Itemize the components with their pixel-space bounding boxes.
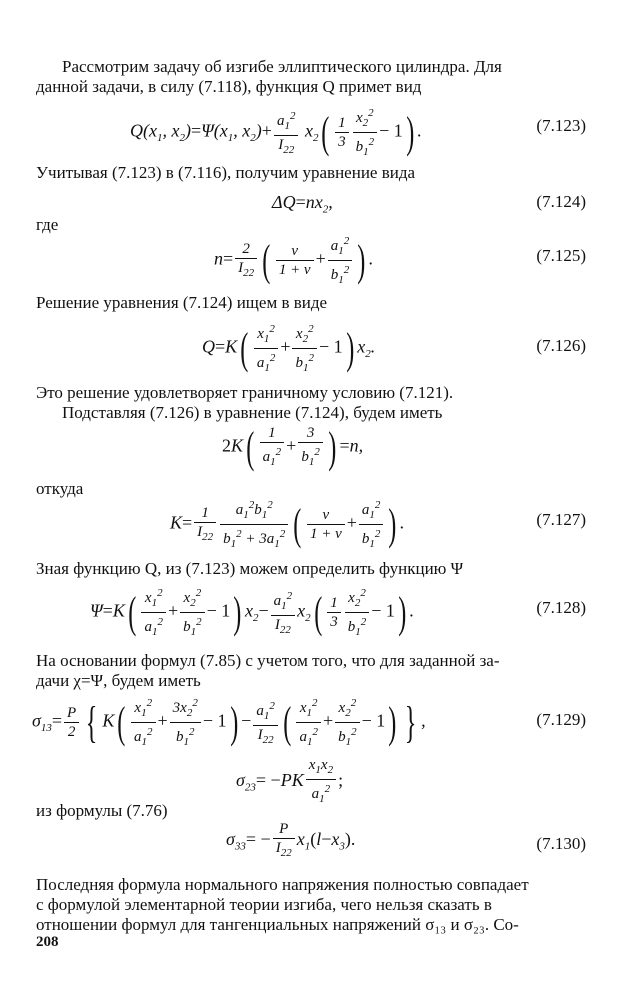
equation-number: (7.125): [536, 246, 586, 265]
equation-7-127: K= $\frac{1}{I_{22}}$ $\frac{a_1^2b_1^2}{b_1^2 + 3a_1^2}$ ( $\frac{\nu}{1 + \nu}$ + $\frac{a_1^2}{b_1^2}$ ) .: [170, 496, 405, 553]
paragraph-line: Подставляя (7.126) в уравнение (7.124), будем иметь: [62, 403, 443, 422]
equation-7-130: $\sigma_{33}=$ − $\frac{P}{I_{22}}$ $x_1(l-x_3)$.: [226, 821, 356, 859]
equation-7-124: $\Delta Q=nx_2$,: [272, 192, 333, 216]
equation-7-123: $Q(x_1$, $x_2)=\Psi(x_1$, $x_2)+$ $\frac{a_1^2}{I_{22}}$ $x_2$( $\frac{1}{3}$ $\frac{x_2^2}{b_1^2}$ − 1) .: [130, 104, 422, 161]
paragraph-line: Зная функцию Q, из (7.123) можем определить функцию Ψ: [36, 559, 464, 578]
paragraph-line: На основании формул (7.85) с учетом того, что для заданной за-: [36, 651, 500, 670]
equation-number: (7.124): [536, 192, 586, 211]
paragraph-line: из формулы (7.76): [36, 801, 168, 820]
paragraph-line: Решение уравнения (7.124) ищем в виде: [36, 293, 328, 312]
equation-7-125: n= $\frac{2}{I_{22}}$ ( $\frac{\nu}{1 + \nu}$ + $\frac{a_1^2}{b_1^2}$ ) .: [214, 232, 373, 289]
equation-sigma-23: $\sigma_{23}= -PK$ $\frac{x_1x_2}{a_1^2}$ ;: [236, 757, 344, 805]
paragraph-line: где: [36, 215, 59, 234]
equation-number: (7.127): [536, 510, 586, 529]
equation-number: (7.126): [536, 336, 586, 355]
page-number: 208: [36, 934, 59, 950]
equation-number: (7.123): [536, 116, 586, 135]
paragraph-line: отношении формул для тангенциальных напряжений σ₁₃ и σ₂₃. Со-: [36, 915, 519, 934]
equation-number: (7.128): [536, 598, 586, 617]
paragraph-line: Это решение удовлетворяет граничному условию (7.121).: [36, 383, 454, 402]
paragraph-line: дачи χ=Ψ, будем иметь: [36, 671, 201, 690]
equation-number: (7.129): [536, 710, 586, 729]
paragraph-line: Рассмотрим задачу об изгибе эллиптического цилиндра. Для: [62, 57, 502, 76]
equation-unnumbered-2k: 2K( $\frac{1}{a_1^2}$ + $\frac{3}{b_1^2}$ ) =n,: [222, 422, 364, 472]
paragraph-line: данной задачи, в силу (7.118), функция Q примет вид: [36, 77, 422, 96]
paragraph-line: с формулой элементарной теории изгиба, чего нельзя сказать в: [36, 895, 492, 914]
paragraph-line: откуда: [36, 479, 84, 498]
equation-7-129: $\sigma_{13}=$ $\frac{P}{2}$ { K( $\frac{x_1^2}{a_1^2}$ + $\frac{3x_2^2}{b_1^2}$ − 1) − $\frac{a_1^2}{I_{22}}$ ( $\frac{x_1^2}{a_1^2}$ + $\frac{x_2^2}{b_1^2}$ − 1) } ,: [32, 694, 426, 751]
equation-7-128: Ψ=K( $\frac{x_1^2}{a_1^2}$ + $\frac{x_2^2}{b_1^2}$ − 1) $x_2-$ $\frac{a_1^2}{I_{22}}$ $x_2$( $\frac{1}{3}$ $\frac{x_2^2}{b_1^2}$ − 1) .: [90, 584, 414, 641]
equation-7-126: Q=K( $\frac{x_1^2}{a_1^2}$ + $\frac{x_2^2}{b_1^2}$ − 1) $x_2$.: [202, 320, 375, 377]
equation-number: (7.130): [536, 834, 586, 853]
paragraph-line: Последняя формула нормального напряжения полностью совпадает: [36, 875, 529, 894]
paragraph-line: Учитывая (7.123) в (7.116), получим уравнение вида: [36, 163, 416, 182]
